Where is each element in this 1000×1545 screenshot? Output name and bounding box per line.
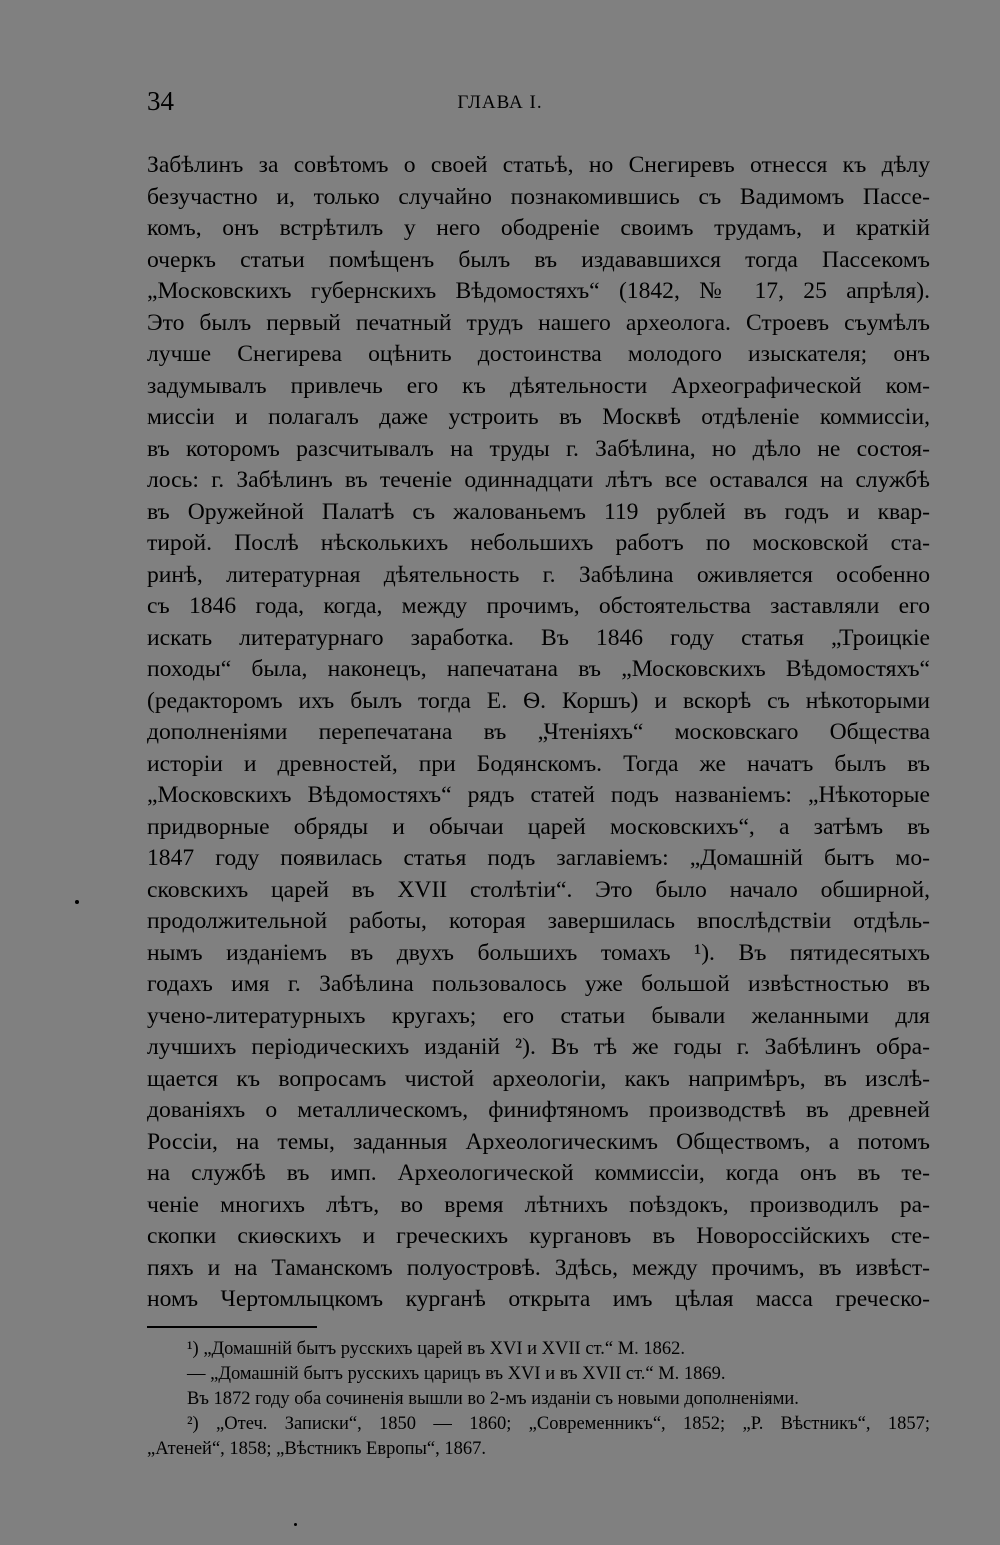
body-text: [147, 150, 930, 1316]
text-line: дованіяхъ о металлическомъ, финифтяномъ производствѣ въ древней: [147, 1097, 930, 1123]
text-line: Россіи, на темы, заданныя Археологическимъ Обществомъ, а потомъ: [147, 1128, 930, 1155]
text-line: очеркъ статьи помѣщенъ былъ въ издававшихся тогда Пассекомъ: [147, 246, 930, 273]
text-line: ченіе многихъ лѣтъ, во время лѣтнихъ поѣздокъ, производилъ ра-: [147, 1191, 930, 1218]
text-line: лучше Снегирева оцѣнить достоинства молодого изыскателя; онъ: [147, 341, 930, 367]
text-line: лось: г. Забѣлинъ въ теченіе одиннадцати лѣтъ все оставался на службѣ: [147, 467, 930, 493]
text-line: ринѣ, литературная дѣятельность г. Забѣлина оживляется особенно: [147, 561, 930, 588]
text-line: нымъ изданіемъ въ двухъ большихъ томахъ ¹). Въ пятидесятыхъ: [147, 939, 930, 966]
text-line: миссіи и полагалъ даже устроить въ Москвѣ отдѣленіе коммиссіи,: [147, 404, 930, 430]
text-line: исторіи и древностей, при Бодянскомъ. Тогда же начатъ былъ въ: [147, 750, 930, 777]
text-line: скопки скиѳскихъ и греческихъ кургановъ въ Новороссійскихъ сте-: [147, 1223, 930, 1249]
text-line: 1847 году появилась статья подъ заглавіемъ: „Домашній бытъ мо-: [147, 845, 930, 871]
text-line: безучастно и, только случайно познакомившись съ Вадимомъ Пассе-: [147, 183, 930, 210]
text-line: номъ Чертомлыцкомъ курганѣ открыта имъ цѣлая масса греческо-: [147, 1286, 930, 1312]
footnote-rule: [147, 1326, 317, 1328]
text-line: придворные обряды и обычаи царей московскихъ“, а затѣмъ въ: [147, 813, 930, 840]
text-line: походы“ была, наконецъ, напечатана въ „Московскихъ Вѣдомостяхъ“: [147, 656, 930, 682]
text-line: учено-литературныхъ кругахъ; его статьи бывали желанными для: [147, 1002, 930, 1029]
text-line: Это былъ первый печатный трудъ нашего археолога. Строевъ съумѣлъ: [147, 309, 930, 336]
running-head: ГЛАВА I.: [457, 92, 543, 113]
text-line: въ Оружейной Палатѣ съ жалованьемъ 119 рублей въ годъ и квар-: [147, 498, 930, 525]
page-number: 34: [147, 86, 174, 116]
text-line: продолжительной работы, которая завершилась впослѣдствіи отдѣль-: [147, 908, 930, 934]
text-line: искать литературнаго заработка. Въ 1846 году статья „Троицкіе: [147, 624, 930, 651]
text-line: дополненіями перепечатана въ „Чтеніяхъ“ московскаго Общества: [147, 719, 930, 745]
text-line: на службѣ въ имп. Археологической коммиссіи, когда онъ въ те-: [147, 1160, 930, 1186]
text-line: Забѣлинъ за совѣтомъ о своей статьѣ, но Снегиревъ отнесся къ дѣлу: [147, 152, 930, 178]
text-line: комъ, онъ встрѣтилъ у него ободреніе своимъ трудамъ, и краткій: [147, 215, 930, 241]
footnote-1: ¹) „Домашній бытъ русскихъ царей въ XVI и XVII ст.“ М. 1862.: [187, 1339, 686, 1359]
text-line: пяхъ и на Таманскомъ полуостровѣ. Здѣсь, между прочимъ, въ извѣст-: [147, 1254, 930, 1281]
text-line: лучшихъ періодическихъ изданій ²). Въ тѣ же годы г. Забѣлинъ обра-: [147, 1034, 930, 1060]
margin-speck: [294, 1523, 297, 1526]
text-line: въ которомъ разсчитывалъ на труды г. Забѣлина, но дѣло не состоя-: [147, 435, 930, 462]
footnote-2: ²) „Отеч. Записки“, 1850 — 1860; „Современникъ“, 1852; „Р. Вѣстникъ“, 1857;: [187, 1414, 930, 1434]
text-line: тирой. Послѣ нѣсколькихъ небольшихъ работъ по московской ста-: [147, 530, 930, 556]
text-line: щается къ вопросамъ чистой археологіи, какъ напримѣръ, въ изслѣ-: [147, 1065, 930, 1092]
text-line: (редакторомъ ихъ былъ тогда Е. Ѳ. Коршъ) и вскорѣ съ нѣкоторыми: [147, 687, 930, 714]
footnote-2-continuation: „Атеней“, 1858; „Вѣстникъ Европы“, 1867.: [147, 1439, 487, 1459]
text-line: „Московскихъ Вѣдомостяхъ“ рядъ статей подъ названіемъ: „Нѣкоторые: [147, 782, 930, 808]
text-line: задумывалъ привлечь его къ дѣятельности Археографической ком-: [147, 372, 930, 399]
footnote-1-continuation: Въ 1872 году оба сочиненія вышли во 2-мъ изданіи съ новыми дополненіями.: [187, 1389, 799, 1409]
text-line: годахъ имя г. Забѣлина пользовалось уже большой извѣстностью въ: [147, 971, 930, 997]
text-line: „Московскихъ губернскихъ Вѣдомостяхъ“ (1842, № 17, 25 апрѣля).: [147, 278, 930, 304]
footnotes: [147, 1337, 930, 1462]
margin-speck: [75, 900, 79, 904]
text-line: съ 1846 года, когда, между прочимъ, обстоятельства заставляли его: [147, 593, 930, 619]
text-line: сковскихъ царей въ XVII столѣтіи“. Это было начало обширной,: [147, 876, 930, 903]
footnote-1-continuation: — „Домашній бытъ русскихъ царицъ въ XVI и въ XVII ст.“ М. 1869.: [187, 1364, 726, 1384]
